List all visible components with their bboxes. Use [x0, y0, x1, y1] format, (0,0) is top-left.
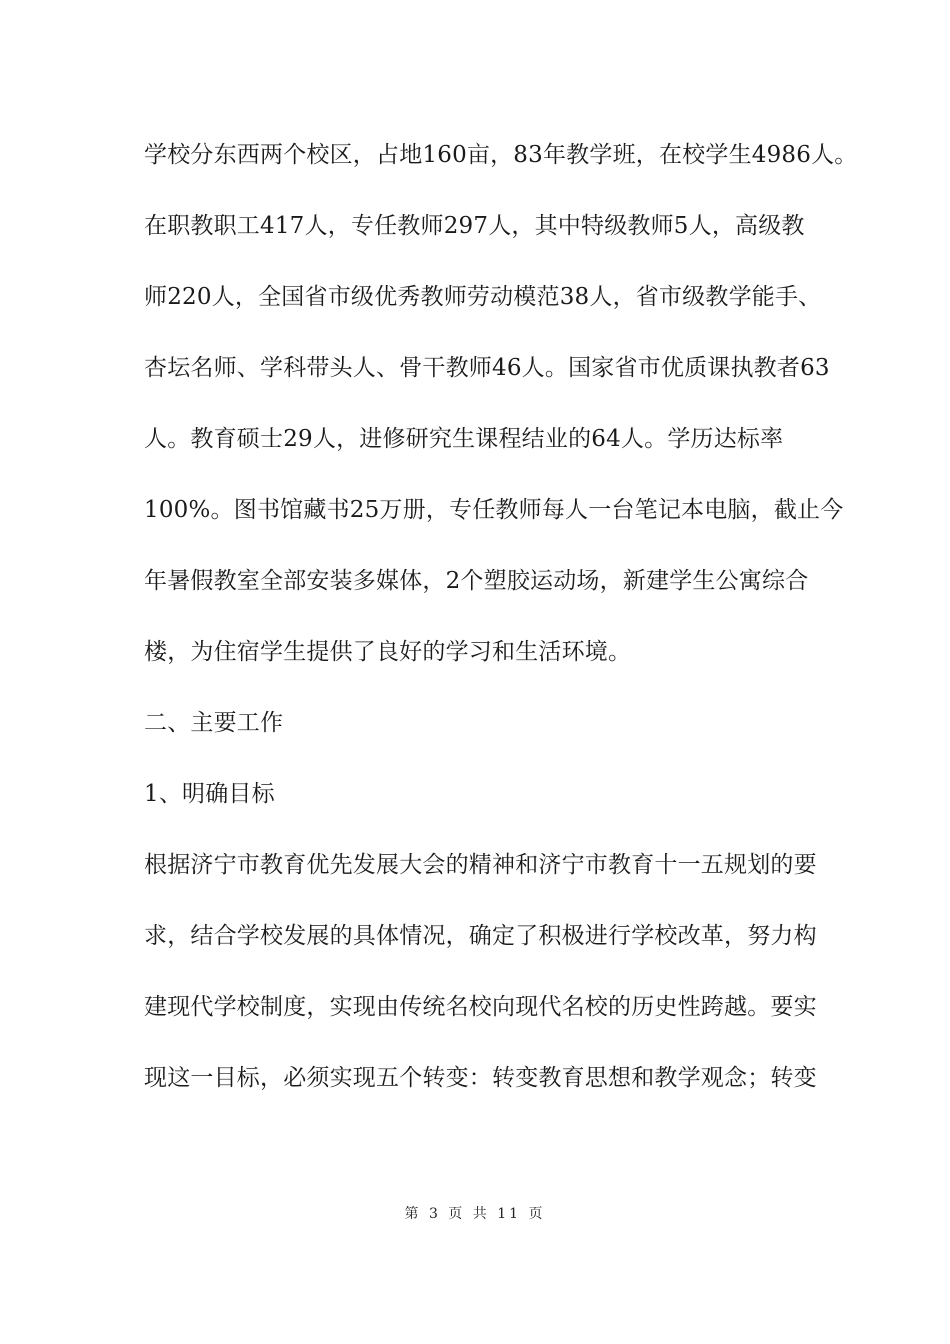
paragraph-line: 在职教职工417人，专任教师297人，其中特级教师5人，高级教: [144, 213, 805, 239]
page-number-footer: 第 3 页 共 11 页: [404, 1206, 546, 1222]
paragraph-line: 求，结合学校发展的具体情况，确定了积极进行学校改革，努力构: [144, 923, 817, 949]
paragraph-line: 师220人，全国省市级优秀教师劳动模范38人，省市级教学能手、: [144, 284, 822, 310]
subsection-heading: 1、明确目标: [144, 781, 275, 807]
paragraph-line: 年暑假教室全部安装多媒体，2个塑胶运动场，新建学生公寓综合: [144, 568, 809, 594]
paragraph-line: 楼，为住宿学生提供了良好的学习和生活环境。: [144, 639, 632, 665]
section-heading: 二、主要工作: [144, 710, 284, 736]
paragraph-line: 杏坛名师、学科带头人、骨干教师46人。国家省市优质课执教者63: [144, 355, 830, 381]
paragraph-line: 现这一目标，必须实现五个转变：转变教育思想和教学观念；转变: [144, 1065, 817, 1091]
paragraph-line: 学校分东西两个校区，占地160亩，83年教学班，在校学生4986人。: [144, 142, 858, 168]
paragraph-line: 根据济宁市教育优先发展大会的精神和济宁市教育十一五规划的要: [144, 852, 817, 878]
paragraph-line: 100%。图书馆藏书25万册，专任教师每人一台笔记本电脑，截止今: [144, 497, 844, 523]
paragraph-line: 建现代学校制度，实现由传统名校向现代名校的历史性跨越。要实: [144, 994, 817, 1020]
paragraph-line: 人。教育硕士29人，进修研究生课程结业的64人。学历达标率: [144, 426, 784, 452]
